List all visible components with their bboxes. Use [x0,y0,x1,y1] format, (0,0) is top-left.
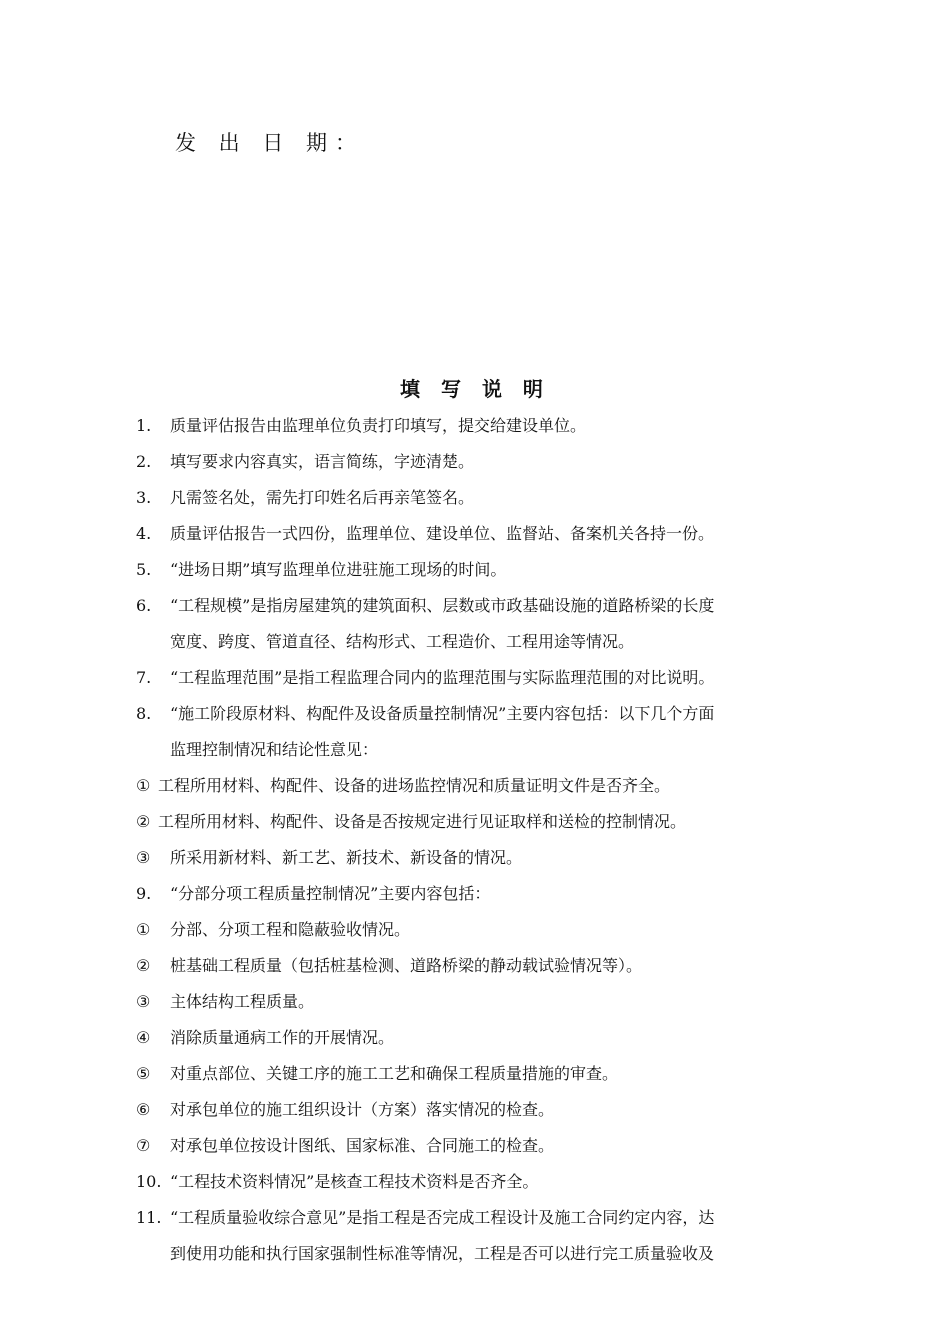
subitem-marker: ⑥ [136,1100,151,1119]
item-text: 对承包单位按设计图纸、国家标准、合同施工的检查。 [170,1136,555,1155]
item-number: 5. [136,560,152,579]
instruction-item [0,876,950,912]
item-text: 对承包单位的施工组织设计（方案）落实情况的检查。 [170,1100,555,1119]
item-text: 所采用新材料、新工艺、新技术、新设备的情况。 [170,848,523,867]
item-text: “分部分项工程质量控制情况”主要内容包括： [170,884,491,903]
subitem-marker: ③ [136,848,151,867]
item-number: 11. [136,1208,162,1227]
issue-date-label: 发 出 日 期： [175,131,365,155]
item-number: 6. [136,596,152,615]
instruction-item [0,696,950,732]
item-text: 工程所用材料、构配件、设备是否按规定进行见证取样和送检的控制情况。 [158,812,687,831]
subitem-marker: ⑦ [136,1136,151,1155]
instruction-item-continuation [0,1236,950,1272]
item-number: 4. [136,524,152,543]
instruction-subitem [0,1056,950,1092]
item-text: 桩基础工程质量（包括桩基检测、道路桥梁的静动载试验情况等）。 [170,956,643,975]
subitem-marker: ① [136,776,151,795]
subitem-marker: ② [136,812,151,831]
item-text: “工程监理范围”是指工程监理合同内的监理范围与实际监理范围的对比说明。 [170,668,715,687]
item-text: 填写要求内容真实，语言简练，字迹清楚。 [170,452,475,471]
instruction-item [0,1164,950,1200]
item-text: 监理控制情况和结论性意见： [170,740,379,759]
item-text: 主体结构工程质量。 [170,992,315,1011]
item-text: 对重点部位、关键工序的施工工艺和确保工程质量措施的审查。 [170,1064,619,1083]
subitem-marker: ③ [136,992,151,1011]
instructions-list [0,408,950,1272]
item-number: 9. [136,884,152,903]
instruction-subitem [0,1128,950,1164]
instruction-item-continuation [0,624,950,660]
instruction-subitem [0,840,950,876]
instruction-item [0,1200,950,1236]
item-text: 消除质量通病工作的开展情况。 [170,1028,395,1047]
item-text: 质量评估报告由监理单位负责打印填写，提交给建设单位。 [170,416,587,435]
instruction-item [0,516,950,552]
item-text: 宽度、跨度、管道直径、结构形式、工程造价、工程用途等情况。 [170,632,635,651]
item-number: 3. [136,488,152,507]
item-text: “工程质量验收综合意见”是指工程是否完成工程设计及施工合同约定内容，达 [170,1208,715,1227]
subitem-marker: ④ [136,1028,151,1047]
instruction-item [0,480,950,516]
instruction-subitem [0,948,950,984]
instructions-title: 填 写 说 明 [400,377,550,401]
item-number: 2. [136,452,152,471]
instruction-subitem [0,1020,950,1056]
instruction-item [0,408,950,444]
item-text: “进场日期”填写监理单位进驻施工现场的时间。 [170,560,507,579]
item-text: 质量评估报告一式四份，监理单位、建设单位、监督站、备案机关各持一份。 [170,524,715,543]
item-number: 1. [136,416,152,435]
item-text: “工程技术资料情况”是核查工程技术资料是否齐全。 [170,1172,539,1191]
item-text: 凡需签名处，需先打印姓名后再亲笔签名。 [170,488,475,507]
instruction-subitem [0,1092,950,1128]
subitem-marker: ② [136,956,151,975]
instruction-subitem [0,912,950,948]
instruction-subitem [0,768,950,804]
instruction-item [0,552,950,588]
subitem-marker: ⑤ [136,1064,151,1083]
subitem-marker: ① [136,920,151,939]
instruction-item [0,444,950,480]
item-text: 工程所用材料、构配件、设备的进场监控情况和质量证明文件是否齐全。 [158,776,671,795]
item-text: 到使用功能和执行国家强制性标准等情况，工程是否可以进行完工质量验收及 [170,1244,715,1263]
instruction-item [0,588,950,624]
instruction-item [0,660,950,696]
item-number: 8. [136,704,152,723]
item-number: 7. [136,668,152,687]
instruction-item-continuation [0,732,950,768]
item-number: 10. [136,1172,162,1191]
item-text: “工程规模”是指房屋建筑的建筑面积、层数或市政基础设施的道路桥梁的长度 [170,596,715,615]
item-text: “施工阶段原材料、构配件及设备质量控制情况”主要内容包括：以下几个方面 [170,704,715,723]
instruction-subitem [0,804,950,840]
instruction-subitem [0,984,950,1020]
item-text: 分部、分项工程和隐蔽验收情况。 [170,920,411,939]
